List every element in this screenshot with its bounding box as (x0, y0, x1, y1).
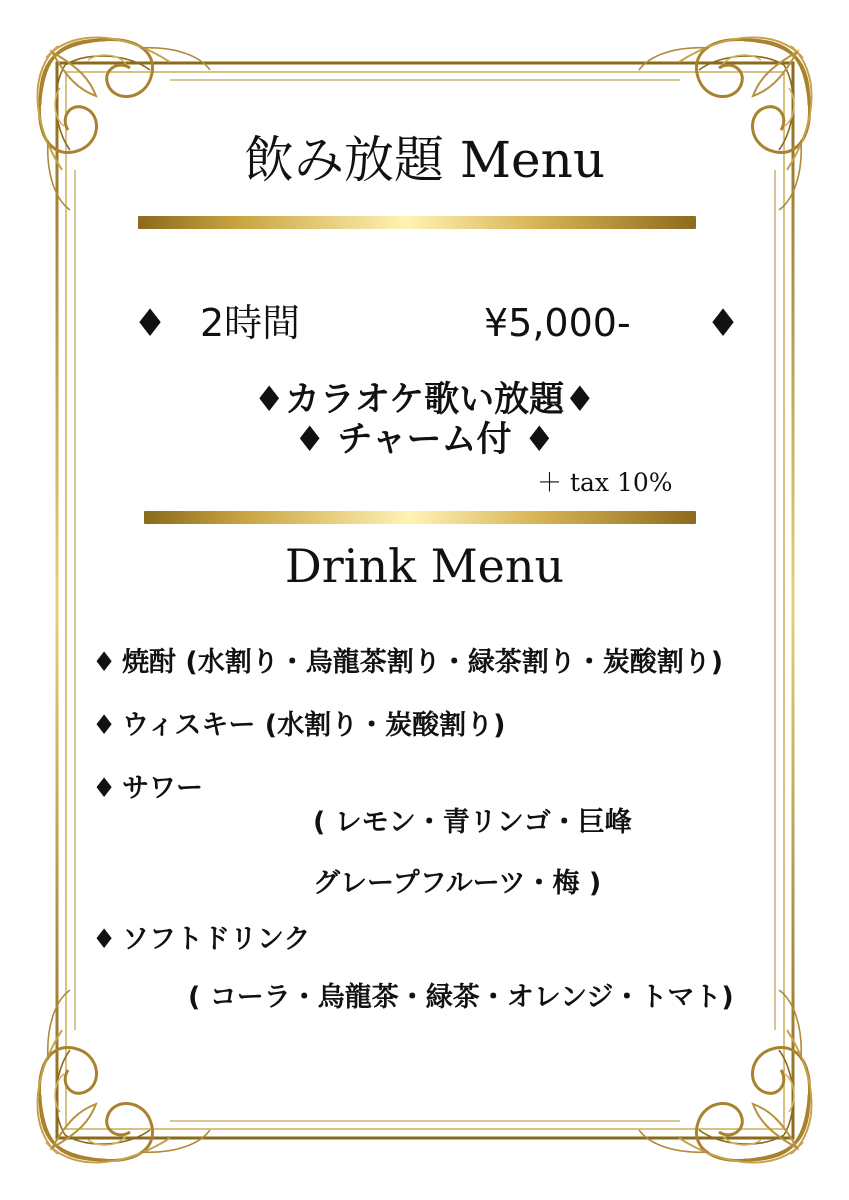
gold-divider-top (138, 216, 696, 229)
drink-item-label: ウィスキー (水割り・炭酸割り) (122, 710, 506, 741)
diamond-icon: ♦ (92, 647, 117, 678)
gold-divider-bottom (144, 511, 696, 524)
drink-item-label: ソフトドリンク (122, 924, 311, 955)
sour-options-line-1: ( レモン・青リンゴ・巨峰 (313, 807, 632, 838)
drink-item-label: 焼酎 (水割り・烏龍茶割り・緑茶割り・炭酸割り) (122, 647, 724, 678)
diamond-icon: ♦ (133, 301, 168, 345)
soft-drink-options: ( コーラ・烏龍茶・緑茶・オレンジ・トマト) (188, 982, 734, 1013)
diamond-icon: ♦ (92, 710, 117, 741)
drink-item-label: サワー (122, 773, 203, 804)
diamond-icon: ♦ (92, 924, 117, 955)
tax-note: ＋ tax 10% (537, 468, 673, 497)
karaoke-included-text: ♦カラオケ歌い放題♦ (253, 380, 596, 420)
page-title: 飲み放題 Menu (243, 131, 606, 189)
diamond-icon: ♦ (92, 773, 117, 804)
drink-item-soft-drink (92, 922, 310, 958)
drink-item-whisky (92, 708, 505, 744)
charm-included-text: ♦ チャーム付 ♦ (293, 420, 556, 460)
drink-menu-heading: Drink Menu (284, 539, 565, 593)
plan-duration: 2時間 (200, 301, 301, 345)
sour-options-line-2: グレープフルーツ・梅 ) (313, 868, 602, 899)
plan-price-row (0, 298, 849, 348)
drink-item-sour (92, 771, 203, 807)
diamond-icon: ♦ (706, 301, 741, 345)
plan-price: ¥5,000- (484, 301, 631, 345)
drink-item-shochu (92, 645, 723, 681)
